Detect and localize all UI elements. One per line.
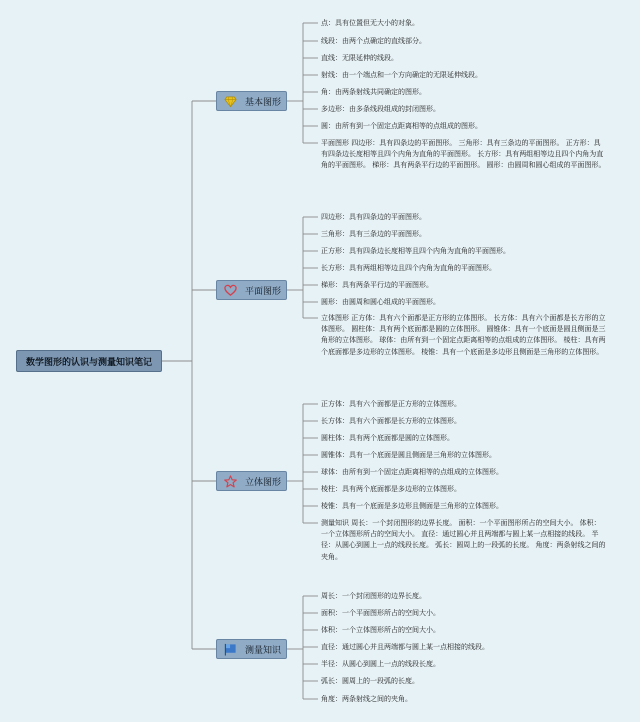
leaf-item: 面积：一个平面图形所占的空间大小。 xyxy=(321,609,440,617)
leaf-item: 角：由两条射线共同确定的图形。 xyxy=(321,88,426,96)
diamond-icon xyxy=(224,95,237,108)
leaf-paragraph: 测量知识 周长：一个封闭图形的边界长度。 面积：一个平面图形所占的空间大小。 体积：一个立体图形所占的空间大小。 直径：通过圆心并且两端都与圆上某一点相接的线段。 半径：从圆心到圆上一点的线段长度。 弧长：圆周上的一段弧的长度。 角度：两条射线之间的夹角。 xyxy=(321,519,606,561)
branch-measurement[interactable] xyxy=(216,639,287,659)
leaf-item: 多边形：由多条线段组成的封闭图形。 xyxy=(321,105,440,113)
branch-label: 立体图形 xyxy=(245,477,282,488)
leaf-item: 线段：由两个点确定的直线部分。 xyxy=(321,37,426,45)
leaf-item: 圆形：由圆周和圆心组成的平面图形。 xyxy=(321,298,440,306)
branch-label: 基本图形 xyxy=(245,97,282,108)
leaf-item: 正方形：具有四条边长度相等且四个内角为直角的平面图形。 xyxy=(321,247,510,255)
leaf-item: 正方体：具有六个面都是正方形的立体图形。 xyxy=(321,400,461,408)
leaf-item: 圆锥体：具有一个底面是圆且侧面是三角形的立体图形。 xyxy=(321,451,496,459)
branch-basic-shapes[interactable] xyxy=(216,91,287,111)
leaf-item: 点：具有位置但无大小的对象。 xyxy=(321,19,419,27)
leaf-item: 直径：通过圆心并且两端都与圆上某一点相接的线段。 xyxy=(321,643,489,651)
leaf-item: 棱柱：具有两个底面都是多边形的立体图形。 xyxy=(321,485,461,493)
leaf-item: 棱锥：具有一个底面是多边形且侧面是三角形的立体图形。 xyxy=(321,502,503,510)
leaf-item: 射线：由一个端点和一个方向确定的无限延伸线段。 xyxy=(321,71,482,79)
leaf-item: 圆：由所有到一个固定点距离相等的点组成的图形。 xyxy=(321,122,482,130)
star-icon xyxy=(224,475,237,488)
branch-label: 平面图形 xyxy=(245,286,282,297)
leaf-item: 圆柱体：具有两个底面都是圆的立体图形。 xyxy=(321,434,454,442)
leaf-item: 长方体：具有六个面都是长方形的立体图形。 xyxy=(321,417,461,425)
leaf-item: 半径：从圆心到圆上一点的线段长度。 xyxy=(321,660,440,668)
leaf-item: 四边形：具有四条边的平面图形。 xyxy=(321,213,426,221)
root-node[interactable] xyxy=(16,350,162,372)
leaf-paragraph: 平面图形 四边形：具有四条边的平面图形。 三角形：具有三条边的平面图形。 正方形：具有四条边长度相等且四个内角为直角的平面图形。 长方形：具有两组相等边且四个内角为直角的平面图形。 梯形：具有两条平行边的平面图形。 圆形：由圆周和圆心组成的平面图形。 xyxy=(321,139,606,170)
leaf-item: 直线：无限延伸的线段。 xyxy=(321,54,398,62)
leaf-item: 三角形：具有三条边的平面图形。 xyxy=(321,230,426,238)
flag-icon xyxy=(224,643,237,656)
leaf-item: 梯形：具有两条平行边的平面图形。 xyxy=(321,281,433,289)
leaf-item: 球体：由所有到一个固定点距离相等的点组成的立体图形。 xyxy=(321,468,503,476)
branch-label: 测量知识 xyxy=(245,645,282,656)
leaf-item: 角度：两条射线之间的夹角。 xyxy=(321,695,412,703)
leaf-item: 周长：一个封闭图形的边界长度。 xyxy=(321,592,426,600)
branch-solid-shapes[interactable] xyxy=(216,471,287,491)
leaf-paragraph: 立体图形 正方体：具有六个面都是正方形的立体图形。 长方体：具有六个面都是长方形的立体图形。 圆柱体：具有两个底面都是圆的立体图形。 圆锥体：具有一个底面是圆且侧面是三角形的立体图形。 球体：由所有到一个固定点距离相等的点组成的立体图形。 棱柱：具有两个底面都是多边形的立体图形。 棱锥：具有一个底面是多边形且侧面是三角形的立体图形。 xyxy=(321,314,606,356)
leaf-item: 弧长：圆周上的一段弧的长度。 xyxy=(321,677,419,685)
branch-plane-shapes[interactable] xyxy=(216,280,287,300)
leaf-item: 体积：一个立体图形所占的空间大小。 xyxy=(321,626,440,634)
root-label: 数学图形的认识与测量知识笔记 xyxy=(25,357,152,368)
heart-icon xyxy=(224,284,237,297)
leaf-item: 长方形：具有两组相等边且四个内角为直角的平面图形。 xyxy=(321,264,496,272)
